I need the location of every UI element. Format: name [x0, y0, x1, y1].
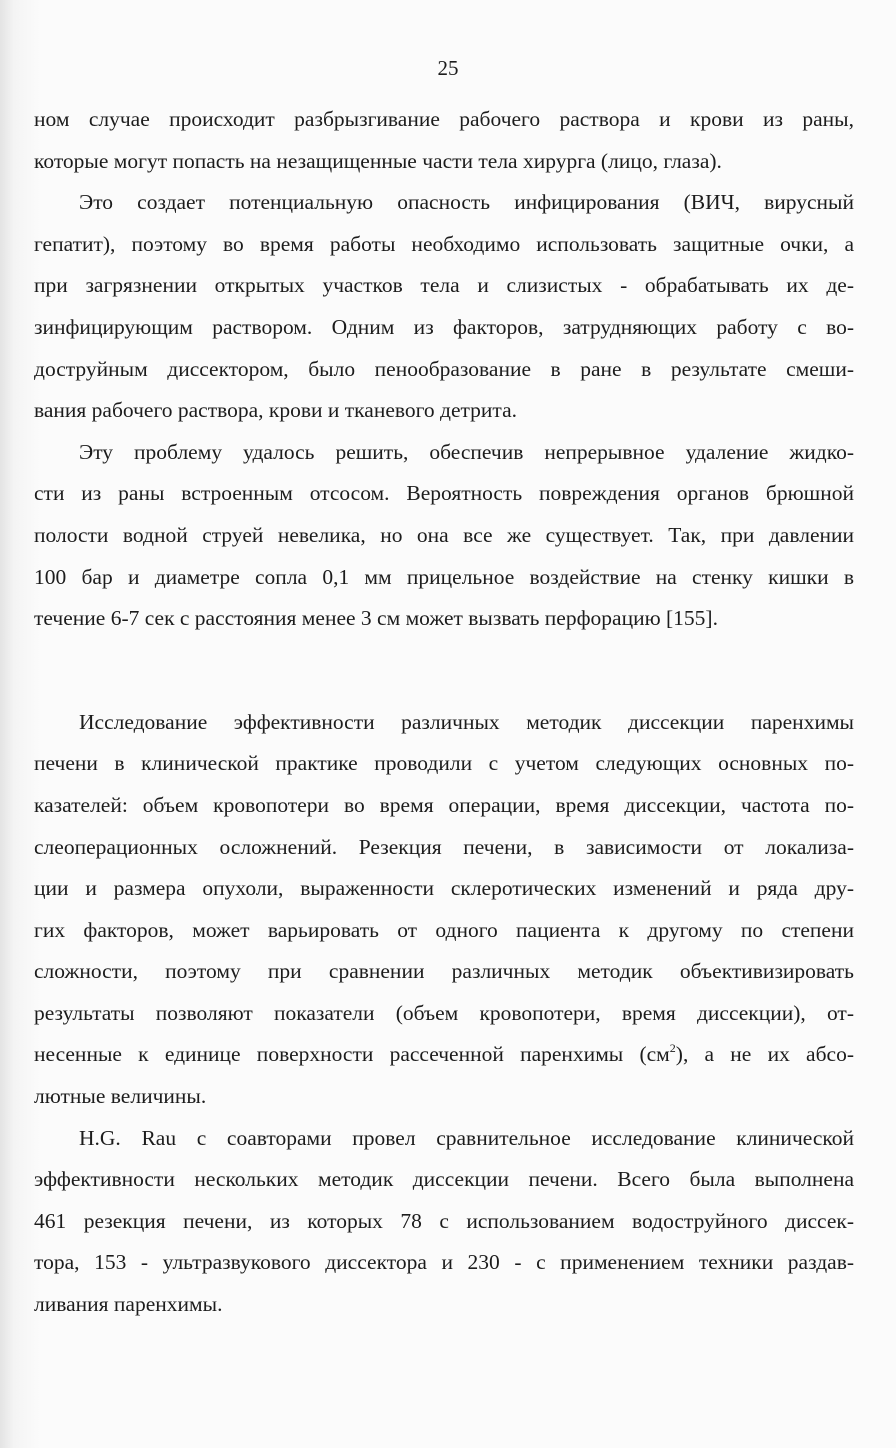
text-line: при загрязнении открытых участков тела и слизистых - обрабатывать их де- [34, 273, 854, 298]
text-line: которые могут попасть на незащищенные части тела хирурга (лицо, глаза). [34, 148, 722, 173]
text-line: казателей: объем кровопотери во время операции, время диссекции, частота по- [34, 792, 854, 817]
text-line: лютные величины. [34, 1084, 207, 1109]
text-line: 461 резекция печени, из которых 78 с использованием водоструйного диссек- [34, 1208, 854, 1233]
text-line: Исследование эффективности различных методик диссекции паренхимы [79, 709, 854, 734]
superscript: 2 [669, 1041, 676, 1056]
text-line: вания рабочего раствора, крови и тканевого детрита. [34, 398, 518, 423]
text-line: результаты позволяют показатели (объем кровопотери, время диссекции), от- [34, 1000, 854, 1025]
paragraph-2 [34, 182, 854, 432]
text-line: Это создает потенциальную опасность инфицирования (ВИЧ, вирусный [79, 190, 854, 215]
section-gap [34, 640, 854, 702]
text-line: 100 бар и диаметре сопла 0,1 мм прицельное воздействие на стенку кишки в [34, 564, 854, 589]
text-line: сти из раны встроенным отсосом. Вероятность повреждения органов брюшной [34, 481, 854, 506]
paragraph-3 [34, 432, 854, 640]
paragraph-1 [34, 99, 854, 182]
text-line: зинфицирующим раствором. Одним из факторов, затрудняющих работу с во- [34, 314, 854, 339]
text-line: ливания паренхимы. [34, 1292, 223, 1317]
paragraph-5 [34, 1118, 854, 1326]
text-line: ции и размера опухоли, выраженности склеротических изменений и ряда дру- [34, 876, 854, 901]
text-line: гепатит), поэтому во время работы необходимо использовать защитные очки, а [34, 231, 854, 256]
text-fragment: несенные к единице поверхности рассеченной паренхимы (см [34, 1042, 670, 1067]
text-line: гих факторов, может варьировать от одного пациента к другому по степени [34, 917, 854, 942]
text-line: ном случае происходит разбрызгивание рабочего раствора и крови из раны, [34, 107, 854, 131]
paragraph-4 [34, 702, 854, 1118]
text-line: тора, 153 - ультразвукового диссектора и 230 - с применением техники раздав- [34, 1250, 854, 1275]
text-line: печени в клинической практике проводили с учетом следующих основных по- [34, 751, 854, 776]
text-line: эффективности нескольких методик диссекции печени. Всего была выполнена [34, 1167, 854, 1192]
text-line: Эту проблему удалось решить, обеспечив непрерывное удаление жидко- [79, 439, 854, 464]
text-line: H.G. Rau с соавторами провел сравнительное исследование клинической [79, 1125, 854, 1150]
text-line: доструйным диссектором, было пенообразование в ране в результате смеши- [34, 356, 854, 381]
text-fragment: ), а не их абсо- [675, 1042, 854, 1067]
text-line [34, 1034, 854, 1076]
page-number: 25 [437, 56, 459, 80]
text-line: полости водной струей невелика, но она все же существует. Так, при давлении [34, 522, 854, 547]
text-line: сложности, поэтому при сравнении различных методик объективизировать [34, 959, 854, 984]
text-line: течение 6-7 сек с расстояния менее 3 см может вызвать перфорацию [155]. [34, 606, 718, 631]
document-body [34, 99, 854, 1326]
text-line: слеоперационных осложнений. Резекция печени, в зависимости от локализа- [34, 834, 854, 859]
